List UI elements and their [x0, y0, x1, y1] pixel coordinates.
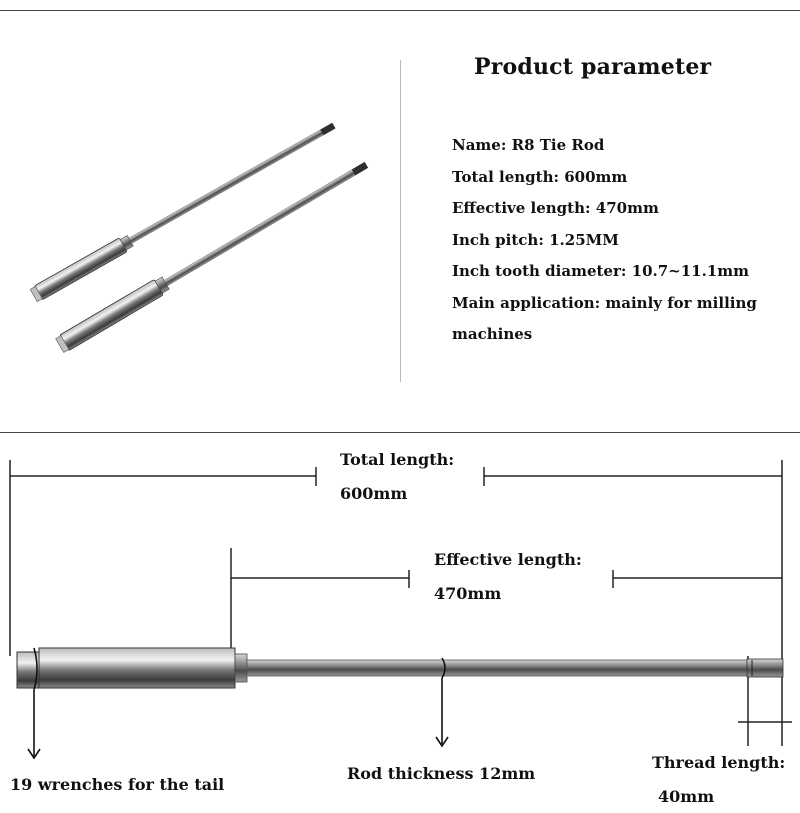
parameter-list	[452, 130, 792, 351]
total-length-label: Total length:	[340, 450, 455, 469]
effective-length-value: 470mm	[434, 584, 502, 603]
param-application-cont: machines	[452, 325, 533, 343]
tie-rod-diagram	[17, 648, 783, 688]
param-total-length: Total length: 600mm	[452, 167, 628, 186]
thread-length-label: Thread length:	[652, 753, 786, 772]
param-application: Main application: mainly for milling	[452, 293, 757, 312]
effective-length-label: Effective length:	[434, 550, 582, 569]
param-effective-length: Effective length: 470mm	[452, 199, 659, 217]
tail-wrench-label: 19 wrenches for the tail	[10, 775, 225, 794]
param-name: Name: R8 Tie Rod	[452, 136, 605, 154]
rod-thickness-label: Rod thickness 12mm	[347, 764, 536, 783]
product-parameter-title: Product parameter	[474, 54, 712, 80]
param-inch-pitch: Inch pitch: 1.25MM	[452, 230, 619, 249]
total-length-value: 600mm	[340, 484, 408, 503]
param-tooth-diameter: Inch tooth diameter: 10.7~11.1mm	[452, 262, 750, 280]
thread-length-value: 40mm	[658, 787, 715, 806]
